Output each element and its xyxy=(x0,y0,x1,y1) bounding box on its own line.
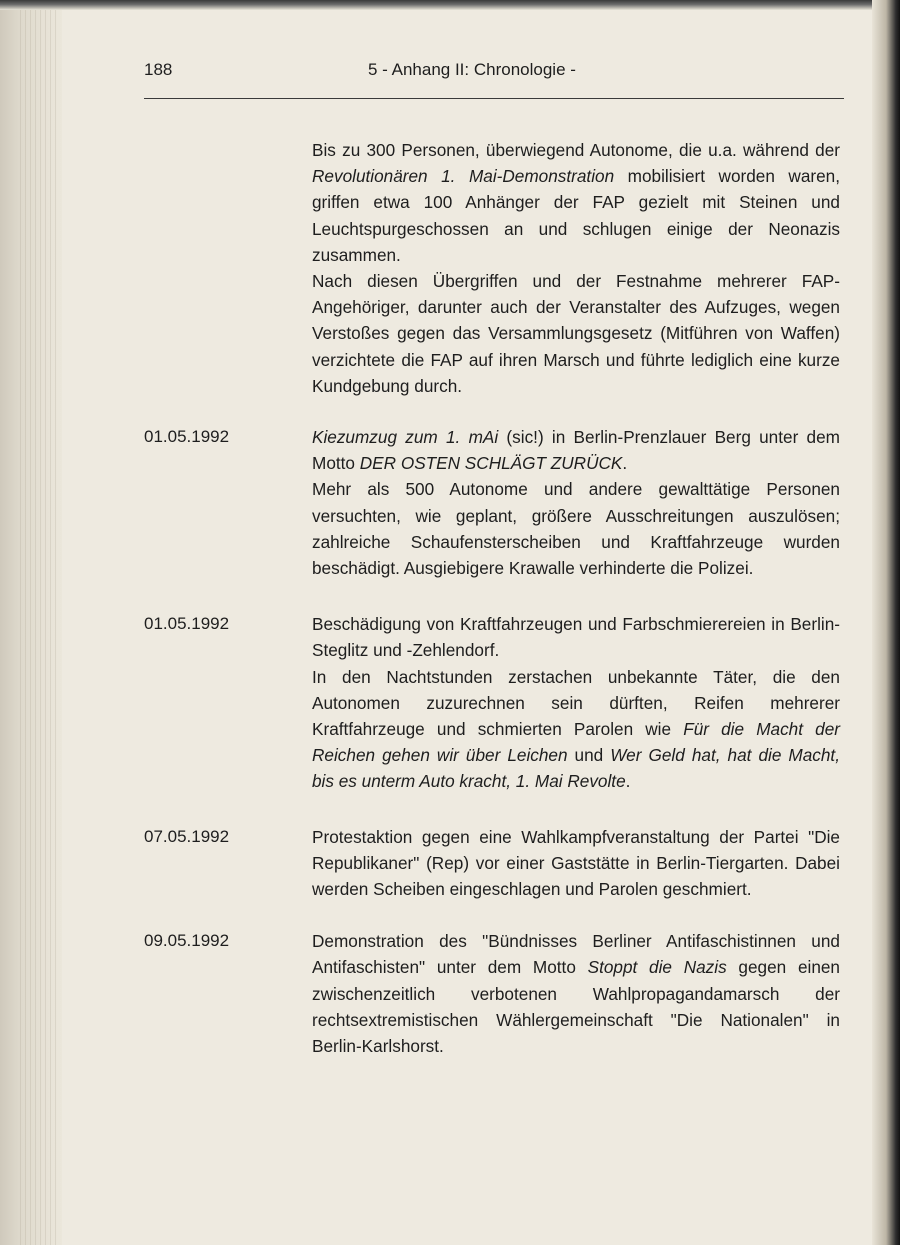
entry-paragraph: Mehr als 500 Autonome und andere gewalttätige Personen versuchten, wie geplant, größere Ausschreitungen auszulösen; zahlreiche Schaufensterscheiben und Kraftfahrzeuge wurden beschädigt. Ausgiebigere Krawalle verhinderte die Polizei. xyxy=(312,479,840,579)
entry-paragraph: Beschädigung von Kraftfahrzeugen und Farbschmierereien in Berlin-Steglitz und -Zehlendorf. xyxy=(312,614,840,661)
scan-top-edge xyxy=(0,0,900,10)
entry-text xyxy=(312,928,840,1059)
scan-right-edge xyxy=(872,0,900,1245)
entry-paragraph: Protestaktion gegen eine Wahlkampfveranstaltung der Partei "Die Republikaner" (Rep) vor einer Gaststätte in Berlin-Tiergarten. Dabei werden Scheiben eingeschlagen und Parolen geschmiert. xyxy=(312,826,840,900)
entry-date: 07.05.1992 xyxy=(144,826,230,846)
chronology-entry xyxy=(144,611,844,794)
entry-date: 09.05.1992 xyxy=(144,931,230,951)
entry-text xyxy=(312,824,840,903)
entry-text xyxy=(312,611,840,794)
page-number: 188 xyxy=(144,60,173,79)
chronology-entry xyxy=(144,928,844,1059)
entry-text xyxy=(312,137,840,399)
entry-date: 01.05.1992 xyxy=(144,614,230,634)
running-title: 5 - Anhang II: Chronologie - xyxy=(368,60,576,79)
entry-text xyxy=(312,424,840,581)
entry-paragraph: Nach diesen Übergriffen und der Festnahme mehrerer FAP-Angehöriger, darunter auch der Veranstalter des Aufzuges, wegen Verstoßes gegen das Versammlungsgesetz (Mitführen von Waffen) verzichtete die FAP auf ihren Marsch und führte lediglich eine kurze Kundgebung durch. xyxy=(312,271,840,396)
chronology-entry xyxy=(144,424,844,581)
page-edge-lines xyxy=(20,0,60,1245)
entry-paragraph: Demonstration des "Bündnisses Berliner Antifaschistinnen und Antifaschisten" unter dem Motto Stoppt die Nazis gegen einen zwischenzeitlich verbotenen Wahlpropagandamarsch der rechtsextremistischen Wählergemeinschaft "Die Nationalen" in Berlin-Karlshorst. xyxy=(312,931,840,1057)
header-rule xyxy=(144,98,844,99)
page-header xyxy=(144,60,844,90)
chronology-list xyxy=(144,137,844,1059)
chronology-entry xyxy=(144,824,844,903)
entry-date: 01.05.1992 xyxy=(144,427,230,447)
entry-paragraph: In den Nachtstunden zerstachen unbekannte Täter, die den Autonomen zuzurechnen sein dürften, Reifen mehrerer Kraftfahrzeuge und schmierten Parolen wie Für die Macht der Reichen gehen wir über Leichen und Wer Geld hat, hat die Macht, bis es unterm Auto kracht, 1. Mai Revolte. xyxy=(312,666,840,792)
chronology-entry xyxy=(144,137,844,399)
entry-paragraph: Kiezumzug zum 1. mAi (sic!) in Berlin-Prenzlauer Berg unter dem Motto DER OSTEN SCHLÄGT ZURÜCK. xyxy=(312,427,840,474)
entry-paragraph: Bis zu 300 Personen, überwiegend Autonome, die u.a. während der Revolutionären 1. Mai-Demonstration mobilisiert worden waren, griffen etwa 100 Anhänger der FAP gezielt mit Steinen und Leuchtspurgeschossen an und schlugen einige der Neonazis zusammen. xyxy=(312,140,840,265)
